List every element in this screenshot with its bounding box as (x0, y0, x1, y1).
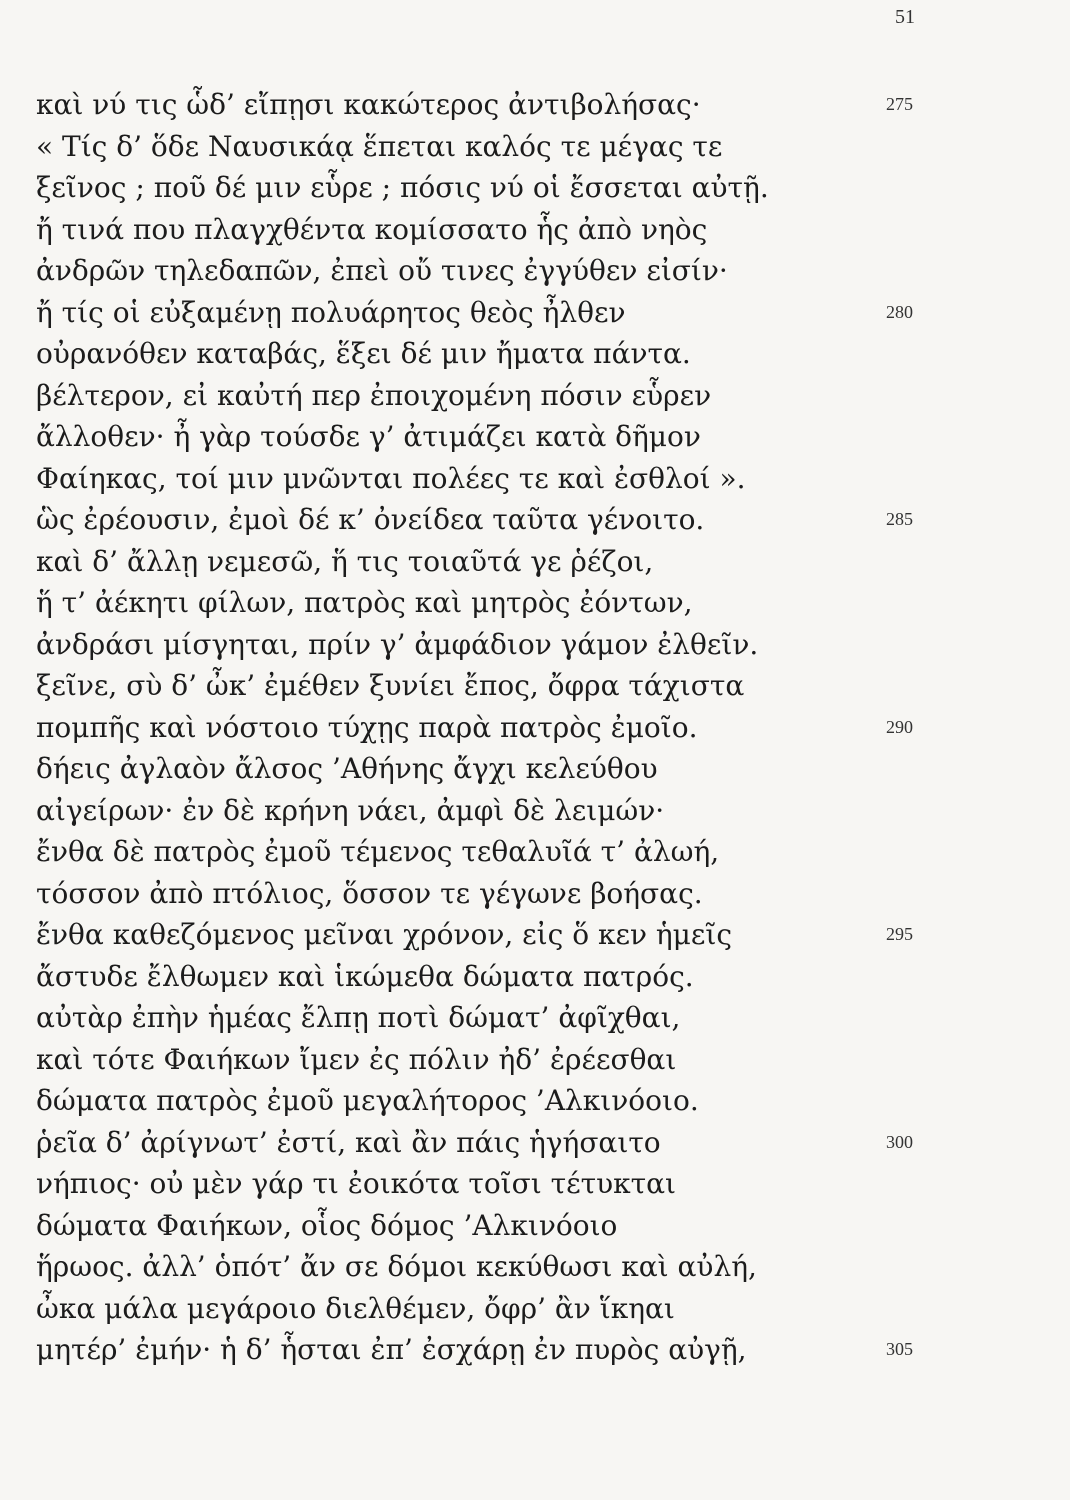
verse-text: ῥεῖα δ’ ἀρίγνωτ’ ἐστί, καὶ ἂν πάις ἡγήσαιτο (36, 1125, 661, 1159)
verse-text: ξεῖνος ; ποῦ δέ μιν εὗρε ; πόσις νύ οἱ ἔσσεται αὐτῇ. (36, 171, 769, 204)
verse-line (36, 167, 1036, 209)
verse-text: ἀνδρῶν τηλεδαπῶν, ἐπεὶ οὔ τινες ἐγγύθεν εἰσίν· (36, 254, 728, 287)
verse-text: μητέρ’ ἐμήν· ἡ δ’ ἧσται ἐπ’ ἐσχάρῃ ἐν πυρὸς αὐγῇ, (36, 1333, 747, 1366)
verse-text: ἔνθα δὲ πατρὸς ἐμοῦ τέμενος τεθαλυῖά τ’ ἀλωή, (36, 835, 720, 868)
line-number: 305 (886, 1339, 913, 1359)
verse-line (36, 748, 1036, 790)
verse-text: δώματα πατρὸς ἐμοῦ μεγαλήτορος ’Αλκινόοιο. (36, 1084, 699, 1117)
verse-text: τόσσον ἀπὸ πτόλιος, ὅσσον τε γέγωνε βοήσας. (36, 876, 703, 910)
verse-line (36, 873, 1036, 915)
verse-text: καὶ νύ τις ὧδ’ εἴπῃσι κακώτερος ἀντιβολήσας· (36, 88, 701, 121)
verse-text: ἄστυδε ἔλθωμεν καὶ ἱκώμεθα δώματα πατρός. (36, 959, 694, 993)
verse-line (36, 1329, 1036, 1371)
verse-line (36, 375, 1036, 417)
verse-text: πομπῆς καὶ νόστοιο τύχῃς παρὰ πατρὸς ἐμοῖο. (36, 710, 698, 744)
page-number: 51 (895, 6, 915, 28)
verse-line (36, 126, 1036, 168)
verse-line (36, 1163, 1036, 1205)
verse-text: καὶ τότε Φαιήκων ἴμεν ἐς πόλιν ἠδ’ ἐρέεσθαι (36, 1042, 677, 1076)
verse-line (36, 1288, 1036, 1330)
line-number: 280 (886, 301, 913, 322)
verse-line (36, 914, 1036, 956)
line-number: 295 (886, 924, 913, 944)
verse-line (36, 624, 1036, 666)
verse-line (36, 790, 1036, 832)
verse-line (36, 1205, 1036, 1247)
verse-line (36, 582, 1036, 624)
verse-line (36, 1039, 1036, 1081)
verse-text: ἤ τίς οἱ εὐξαμένῃ πολυάρητος θεὸς ἦλθεν (36, 295, 626, 329)
verse-line (36, 1246, 1036, 1288)
verse-line (36, 499, 1036, 541)
verse-text: αὐτὰρ ἐπὴν ἡμέας ἔλπῃ ποτὶ δώματ’ ἀφῖχθαι, (36, 1001, 681, 1034)
verse-text: ἥρωος. ἀλλ’ ὁπότ’ ἄν σε δόμοι κεκύθωσι καὶ αὐλή, (36, 1250, 757, 1283)
verse-text: ἔνθα καθεζόμενος μεῖναι χρόνον, εἰς ὅ κεν ἡμεῖς (36, 918, 733, 951)
verse-text: ἄλλοθεν· ἦ γὰρ τούσδε γ’ ἀτιμάζει κατὰ δῆμον (36, 420, 701, 453)
verse-text: ὦκα μάλα μεγάροιο διελθέμεν, ὄφρ’ ἂν ἵκηαι (36, 1291, 675, 1325)
verse-text: ξεῖνε, σὺ δ’ ὦκ’ ἐμέθεν ξυνίει ἔπος, ὄφρα τάχιστα (36, 669, 745, 702)
verse-line (36, 997, 1036, 1039)
verse-line (36, 84, 1036, 126)
verse-text: Φαίηκας, τοί μιν μνῶνται πολέες τε καὶ ἐσθλοί ». (36, 461, 746, 495)
verse-line (36, 1122, 1036, 1164)
line-number: 275 (886, 94, 913, 114)
verse-line (36, 707, 1036, 749)
verse-text: νήπιος· οὐ μὲν γάρ τι ἐοικότα τοῖσι τέτυκται (36, 1167, 677, 1200)
verse-line (36, 292, 1036, 334)
verse-line (36, 250, 1036, 292)
verse-line (36, 665, 1036, 707)
verse-text: δήεις ἀγλαὸν ἄλσος ’Αθήνης ἄγχι κελεύθου (36, 752, 658, 785)
verse-text: « Τίς δ’ ὅδε Ναυσικάᾳ ἕπεται καλός τε μέγας τε (36, 129, 723, 163)
verse-text: ἥ τ’ ἀέκητι φίλων, πατρὸς καὶ μητρὸς ἐόντων, (36, 586, 693, 619)
verse-line (36, 1080, 1036, 1122)
verse-text: αἰγείρων· ἐν δὲ κρήνη νάει, ἀμφὶ δὲ λειμών· (36, 793, 665, 827)
verse-text: ὣς ἐρέουσιν, ἐμοὶ δέ κ’ ὀνείδεα ταῦτα γένοιτο. (36, 503, 705, 536)
verse-text: οὐρανόθεν καταβάς, ἕξει δέ μιν ἤματα πάντα. (36, 337, 691, 370)
verse-line (36, 541, 1036, 583)
verse-text: καὶ δ’ ἄλλῃ νεμεσῶ, ἥ τις τοιαῦτά γε ῥέζοι, (36, 544, 654, 578)
line-number: 290 (886, 716, 913, 737)
line-number: 300 (886, 1131, 913, 1152)
verse-block (36, 84, 1036, 1371)
verse-line (36, 458, 1036, 500)
line-number: 285 (886, 509, 913, 529)
verse-line (36, 416, 1036, 458)
verse-text: δώματα Φαιήκων, οἷος δόμος ’Αλκινόοιο (36, 1208, 618, 1242)
verse-line (36, 333, 1036, 375)
verse-line (36, 956, 1036, 998)
verse-line (36, 831, 1036, 873)
verse-text: ἀνδράσι μίσγηται, πρίν γ’ ἀμφάδιον γάμον ἐλθεῖν. (36, 627, 759, 661)
verse-text: βέλτερον, εἰ καὐτή περ ἐποιχομένη πόσιν εὗρεν (36, 378, 712, 412)
verse-line (36, 209, 1036, 251)
verse-text: ἤ τινά που πλαγχθέντα κομίσσατο ἧς ἀπὸ νηὸς (36, 212, 708, 246)
